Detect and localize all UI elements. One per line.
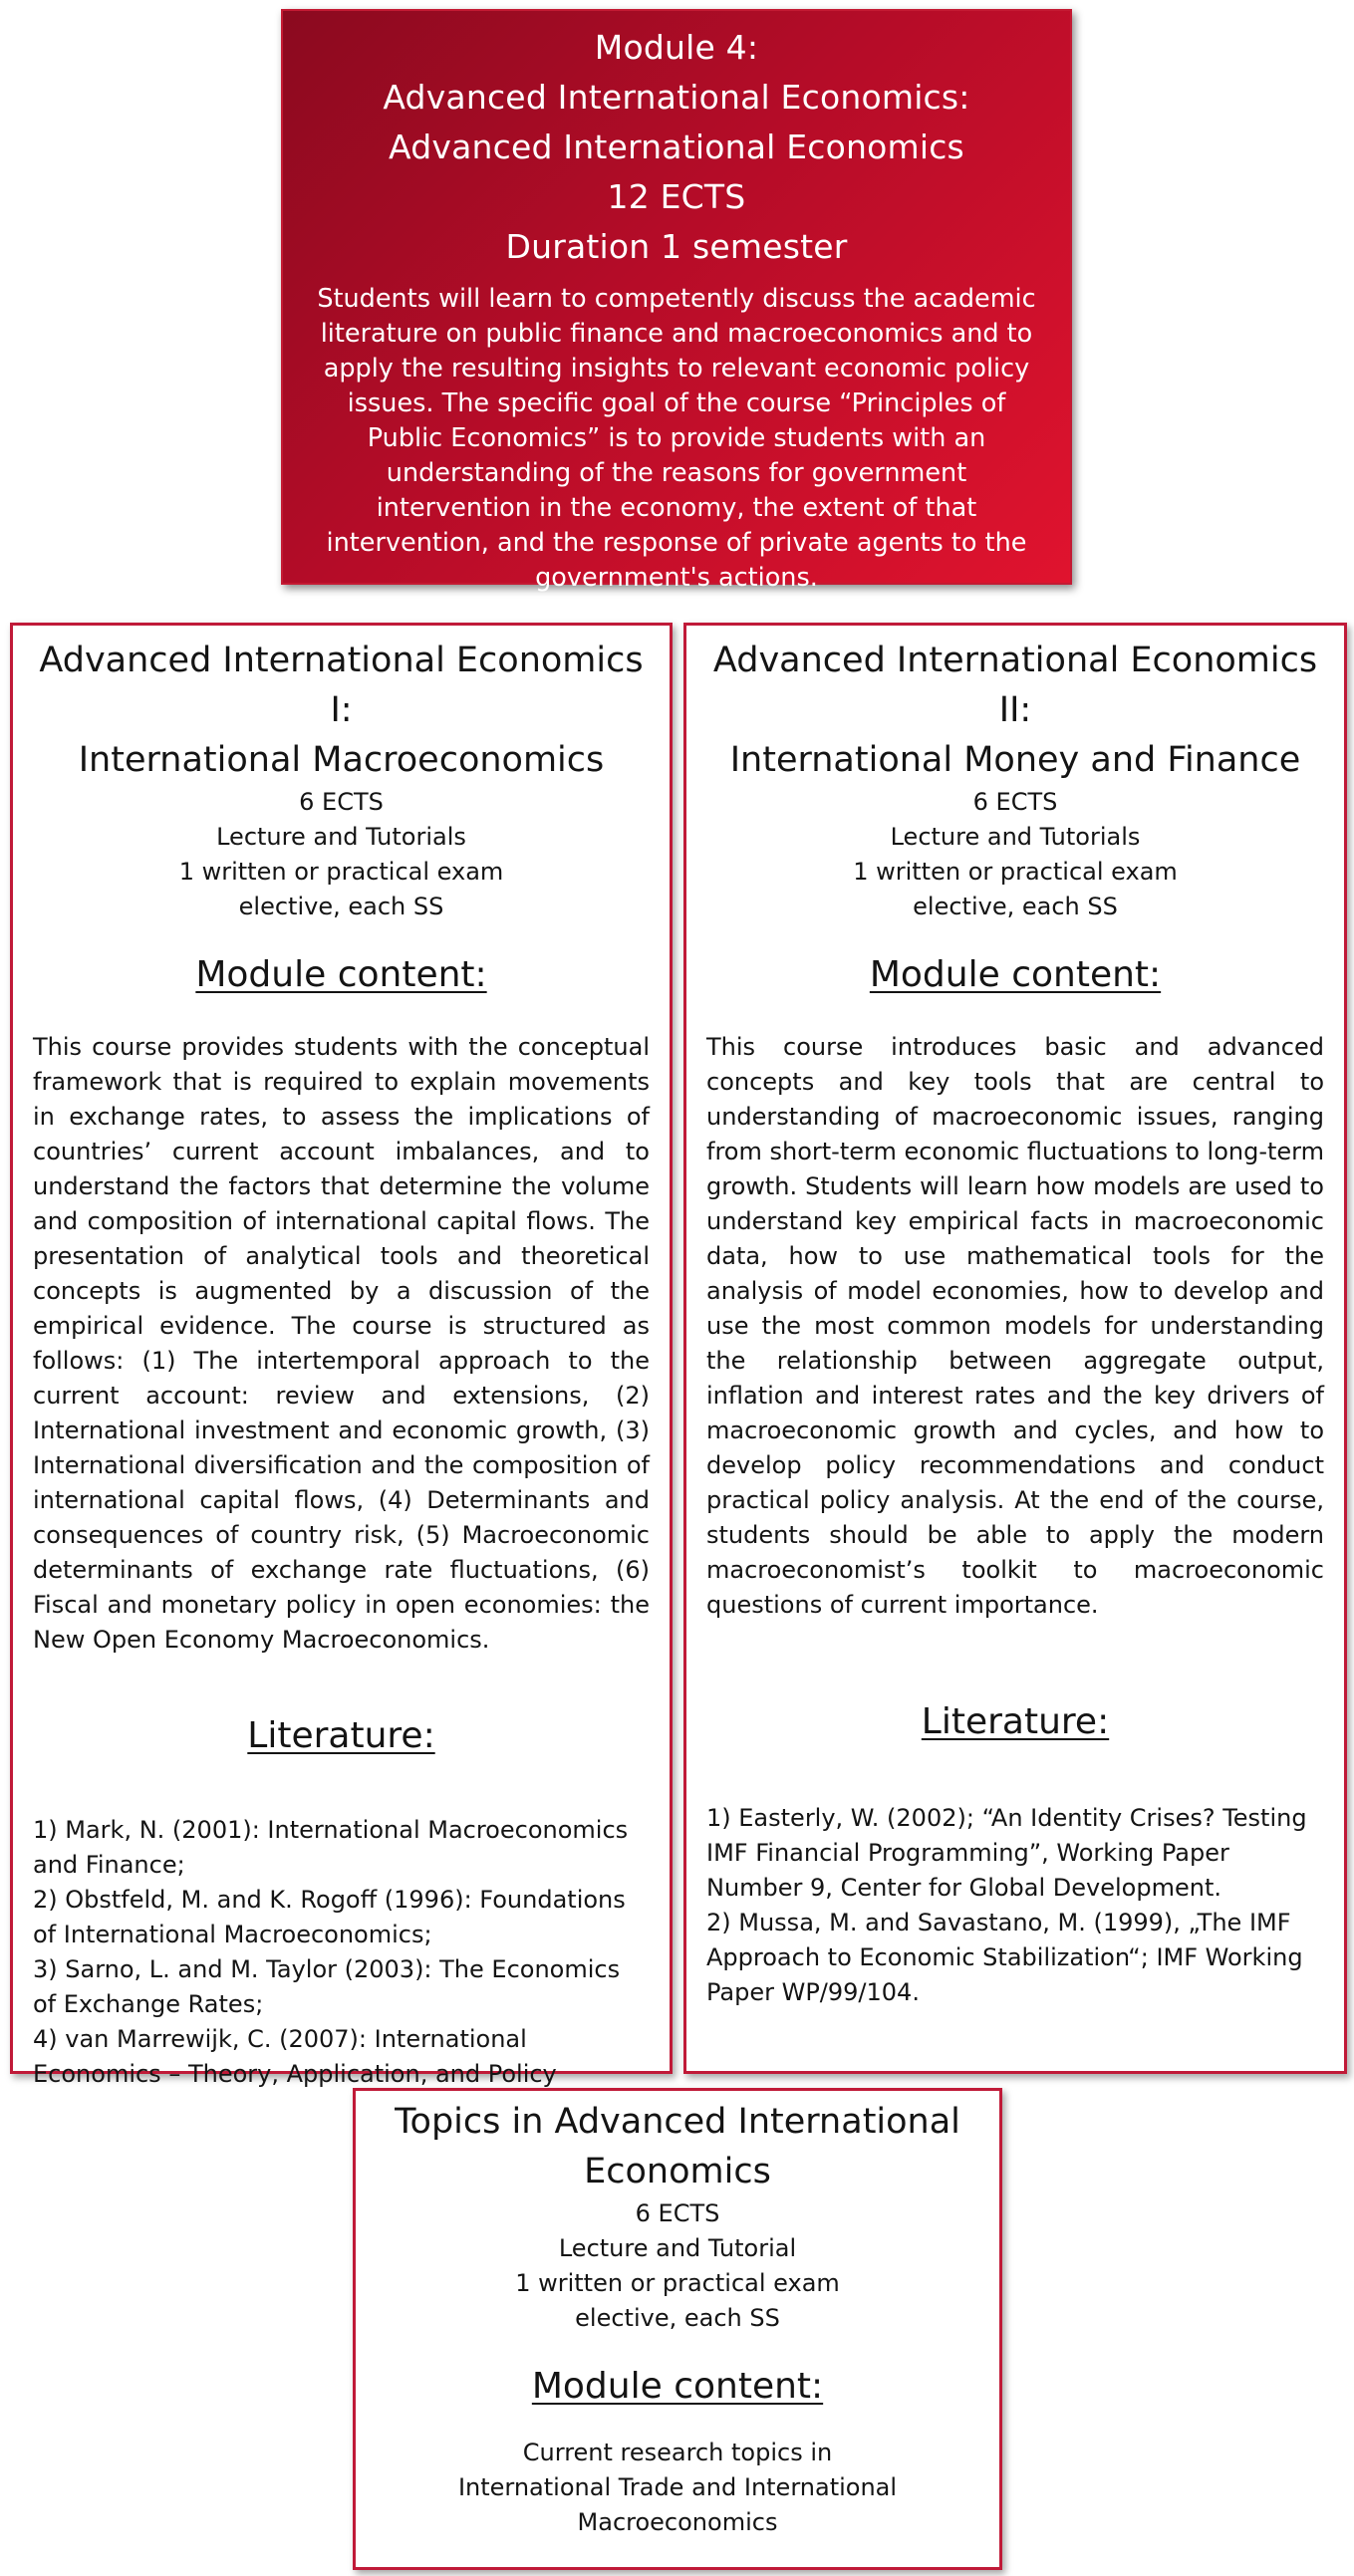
module-content-text: This course provides students with the conceptual framework that is required to explain movements in exchange rates, to assess the implications of countries’ current account imbalances, and to understand the factors that determine the volume and composition of international capital flows. The presentation of analytical tools and theoretical concepts is augmented by a discussion of the empirical evidence. The course is structured as follows: (1) The intertemporal approach to the current account: review and extensions, (2) International investment and economic growth, (3) International diversification and the composition of international capital flows, (4) Determinants and consequences of country risk, (5) Macroeconomic determinants of exchange rate fluctuations, (6) Fiscal and monetary policy in open economies: the New Open Economy Macroeconomics. (33, 1033, 650, 1654)
course-ects: 6 ECTS (635, 2199, 720, 2227)
course-format: Lecture and Tutorial (558, 2234, 797, 2262)
module-content-text: Current research topics in International Trade and International Macroeconomics (457, 2439, 898, 2536)
course-title-line-2: International Money and Finance (729, 740, 1301, 780)
module-number: Module 4: (594, 28, 759, 67)
course-format: Lecture and Tutorials (216, 823, 466, 851)
course-title-line-1: Topics in Advanced International (395, 2102, 960, 2142)
module-content-heading: Module content: (195, 954, 487, 995)
course-box-topics-advanced-international-economics (353, 2088, 1002, 2570)
course-format: Lecture and Tutorials (890, 823, 1141, 851)
course-schedule: elective, each SS (238, 893, 444, 920)
literature-item: 2) Obstfeld, M. and K. Rogoff (1996): Foundations of International Macroeconomics; (33, 1886, 626, 1948)
course-schedule: elective, each SS (575, 2304, 780, 2332)
literature-item: 1) Easterly, W. (2002); “An Identity Crises? Testing IMF Financial Programming”, Working Paper Number 9, Center for Global Development. (706, 1804, 1307, 1902)
literature-item: 3) Sarno, L. and M. Taylor (2003): The Economics of Exchange Rates; (33, 1955, 621, 2018)
literature-heading: Literature: (921, 1701, 1110, 1742)
course-ects: 6 ECTS (299, 788, 384, 816)
module-ects: 12 ECTS (607, 177, 746, 216)
course-title-line-1: Advanced International Economics I: (39, 641, 644, 730)
literature-item: 1) Mark, N. (2001): International Macroeconomics and Finance; (33, 1816, 629, 1879)
course-title-line-1: Advanced International Economics II: (712, 641, 1318, 730)
course-box-international-macroeconomics (10, 623, 673, 2088)
course-exam: 1 written or practical exam (853, 858, 1178, 886)
literature-list (33, 1813, 650, 2092)
module-content-heading: Module content: (869, 954, 1162, 995)
module-content-heading: Module content: (531, 2366, 824, 2407)
module-subtitle: Advanced International Economics (389, 128, 964, 166)
course-title (33, 636, 650, 785)
course-box-international-money-finance (683, 623, 1347, 2074)
course-title (706, 636, 1324, 785)
module-header-box (281, 9, 1072, 593)
literature-item: 2) Mussa, M. and Savastano, M. (1999), „The IMF Approach to Economic Stabilization“; IMF Working Paper WP/99/104. (706, 1909, 1303, 2006)
module-content-text: This course introduces basic and advanced concepts and key tools that are central to understanding of macroeconomic issues, ranging from short-term economic fluctuations to long-term growth. Students will learn how models are used to understand key empirical facts in macroeconomic data, how to use mathematical tools for the analysis of model economies, how to develop and use the most common models for understanding the relationship between aggregate output, inflation and interest rates and the key drivers of macroeconomic growth and cycles, and how to develop policy recommendations and conduct practical policy analysis. At the end of the course, students should be able to apply the modern macroeconomist’s toolkit to macroeconomic questions of current importance. (706, 1033, 1324, 1619)
literature-item: 4) van Marrewijk, C. (2007): International Economics – Theory, Application, and Policy (33, 2025, 557, 2088)
module-duration: Duration 1 semester (505, 227, 848, 266)
course-exam: 1 written or practical exam (515, 2269, 840, 2297)
literature-list (706, 1801, 1324, 2010)
course-exam: 1 written or practical exam (178, 858, 504, 886)
course-ects: 6 ECTS (972, 788, 1058, 816)
module-description: Students will learn to competently discuss the academic literature on public finance and macroeconomics and to apply the resulting insights to relevant economic policy issues. The specific goal of the course “Principles of Public Economics” is to provide students with an understanding of the reasons for government intervention in the economy, the extent of that intervention, and the response of private agents to the government's actions. (317, 284, 1036, 593)
course-title (376, 2097, 979, 2196)
module-title: Advanced International Economics: (383, 78, 970, 117)
course-title-line-2: International Macroeconomics (78, 740, 605, 780)
literature-heading: Literature: (247, 1715, 435, 1756)
course-title-line-2: Economics (584, 2152, 771, 2191)
course-schedule: elective, each SS (913, 893, 1118, 920)
